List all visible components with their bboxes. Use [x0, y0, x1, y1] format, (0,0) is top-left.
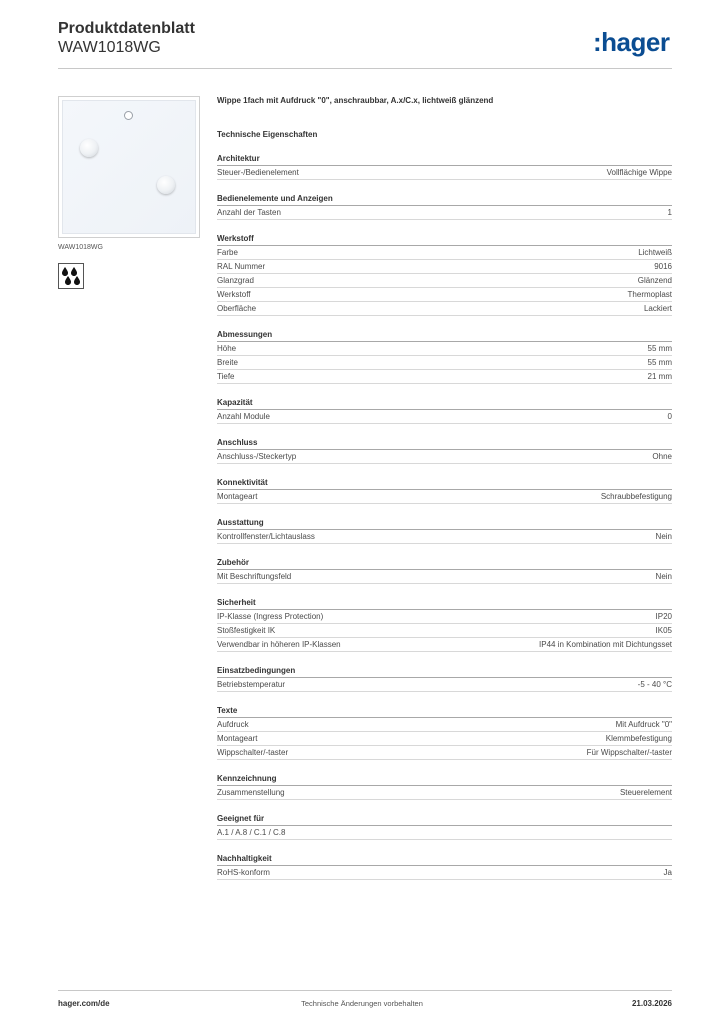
- property-label: Aufdruck: [217, 720, 249, 729]
- footer-divider: [58, 990, 672, 991]
- property-row: [217, 610, 672, 624]
- property-value: -5 - 40 °C: [637, 680, 672, 689]
- property-value: IP20: [655, 612, 672, 621]
- section-title: Architektur: [217, 153, 672, 166]
- property-section: [217, 233, 672, 316]
- property-label: Montageart: [217, 734, 258, 743]
- footer-disclaimer: Technische Änderungen vorbehalten: [301, 999, 423, 1008]
- property-section: [217, 153, 672, 180]
- property-section: [217, 773, 672, 800]
- property-row: [217, 342, 672, 356]
- property-row: [217, 370, 672, 384]
- property-value: Mit Aufdruck "0": [615, 720, 672, 729]
- property-value: Lichtweiß: [638, 248, 672, 257]
- property-section: [217, 193, 672, 220]
- property-row: [217, 166, 672, 180]
- property-label: Stoßfestigkeit IK: [217, 626, 276, 635]
- property-row: [217, 624, 672, 638]
- property-sections: [217, 153, 672, 880]
- property-section: [217, 557, 672, 584]
- property-label: Breite: [217, 358, 238, 367]
- property-value: 9016: [654, 262, 672, 271]
- property-label: RAL Nummer: [217, 262, 266, 271]
- property-label: IP-Klasse (Ingress Protection): [217, 612, 324, 621]
- property-row: [217, 746, 672, 760]
- property-value: Lackiert: [643, 304, 672, 313]
- property-row: [217, 866, 672, 880]
- property-value: 1: [667, 208, 672, 217]
- property-row: [217, 718, 672, 732]
- property-row: [217, 206, 672, 220]
- section-title: Bedienelemente und Anzeigen: [217, 193, 672, 206]
- section-title: Konnektivität: [217, 477, 672, 490]
- image-caption: WAW1018WG: [58, 244, 103, 251]
- property-row: [217, 288, 672, 302]
- property-row: [217, 678, 672, 692]
- property-label: Mit Beschriftungsfeld: [217, 572, 292, 581]
- section-title: Kennzeichnung: [217, 773, 672, 786]
- property-label: Werkstoff: [217, 290, 251, 299]
- property-section: [217, 329, 672, 384]
- property-section: [217, 477, 672, 504]
- property-label: Montageart: [217, 492, 258, 501]
- section-title: Abmessungen: [217, 329, 672, 342]
- product-description: Wippe 1fach mit Aufdruck "0", anschraubbar, A.x/C.x, lichtweiß glänzend: [217, 96, 494, 105]
- property-label: Steuer-/Bedienelement: [217, 168, 299, 177]
- property-value: Ja: [663, 868, 672, 877]
- property-value: Klemmbefestigung: [605, 734, 672, 743]
- property-label: Farbe: [217, 248, 238, 257]
- section-title: Einsatzbedingungen: [217, 665, 672, 678]
- property-section: [217, 705, 672, 760]
- property-label: Anschluss-/Steckertyp: [217, 452, 297, 461]
- section-title: Ausstattung: [217, 517, 672, 530]
- page-title: Produktdatenblatt: [58, 20, 195, 37]
- hager-logo: :hager: [593, 27, 670, 57]
- section-title: Werkstoff: [217, 233, 672, 246]
- property-row: [217, 638, 672, 652]
- property-value: Für Wippschalter/-taster: [586, 748, 672, 757]
- section-title: Kapazität: [217, 397, 672, 410]
- property-label: Tiefe: [217, 372, 235, 381]
- property-value: Nein: [655, 572, 672, 581]
- property-label: Betriebstemperatur: [217, 680, 286, 689]
- property-label: Zusammenstellung: [217, 788, 285, 797]
- property-value: Schraubbefestigung: [600, 492, 672, 501]
- property-row: [217, 356, 672, 370]
- ip20-drops-icon: [58, 263, 84, 289]
- screw-cap-icon: [80, 139, 98, 157]
- property-row: [217, 530, 672, 544]
- property-label: Oberfläche: [217, 304, 257, 313]
- section-title: Zubehör: [217, 557, 672, 570]
- property-label: RoHS-konform: [217, 868, 270, 877]
- property-label: Anzahl der Tasten: [217, 208, 281, 217]
- property-row: [217, 410, 672, 424]
- indicator-ring-icon: [124, 111, 133, 120]
- property-value: Ohne: [652, 452, 672, 461]
- property-row: [217, 826, 672, 840]
- property-label: Anzahl Module: [217, 412, 270, 421]
- property-section: [217, 597, 672, 652]
- property-label: Höhe: [217, 344, 237, 353]
- section-title: Geeignet für: [217, 813, 672, 826]
- property-row: [217, 246, 672, 260]
- property-label: Wippschalter/-taster: [217, 748, 289, 757]
- property-section: [217, 437, 672, 464]
- property-label: Verwendbar in höheren IP-Klassen: [217, 640, 341, 649]
- property-row: [217, 302, 672, 316]
- property-row: [217, 786, 672, 800]
- section-title: Sicherheit: [217, 597, 672, 610]
- technical-properties-title: Technische Eigenschaften: [217, 130, 318, 139]
- property-label: A.1 / A.8 / C.1 / C.8: [217, 828, 286, 837]
- switch-face: [62, 100, 196, 234]
- property-label: Glanzgrad: [217, 276, 254, 285]
- property-value: Steuerelement: [619, 788, 672, 797]
- property-value: 55 mm: [647, 358, 672, 367]
- property-value: 0: [667, 412, 672, 421]
- footer-date: 21.03.2026: [631, 999, 672, 1008]
- property-value: Glänzend: [637, 276, 672, 285]
- property-section: [217, 665, 672, 692]
- property-value: 21 mm: [647, 372, 672, 381]
- technical-properties: [217, 95, 672, 893]
- property-value: Nein: [655, 532, 672, 541]
- property-row: [217, 274, 672, 288]
- property-row: [217, 450, 672, 464]
- section-title: Texte: [217, 705, 672, 718]
- property-section: [217, 517, 672, 544]
- product-code: WAW1018WG: [58, 39, 161, 56]
- property-row: [217, 260, 672, 274]
- property-label: Kontrollfenster/Lichtauslass: [217, 532, 315, 541]
- property-section: [217, 397, 672, 424]
- property-value: IK05: [655, 626, 672, 635]
- footer-website: hager.com/de: [58, 999, 110, 1008]
- property-value: 55 mm: [647, 344, 672, 353]
- header-divider: [58, 68, 672, 69]
- screw-cap-icon: [157, 176, 175, 194]
- property-row: [217, 732, 672, 746]
- property-section: [217, 813, 672, 840]
- property-value: IP44 in Kombination mit Dichtungsset: [539, 640, 672, 649]
- property-value: Thermoplast: [627, 290, 672, 299]
- property-row: [217, 570, 672, 584]
- section-title: Anschluss: [217, 437, 672, 450]
- section-title: Nachhaltigkeit: [217, 853, 672, 866]
- property-section: [217, 853, 672, 880]
- property-row: [217, 490, 672, 504]
- property-value: Vollflächige Wippe: [606, 168, 672, 177]
